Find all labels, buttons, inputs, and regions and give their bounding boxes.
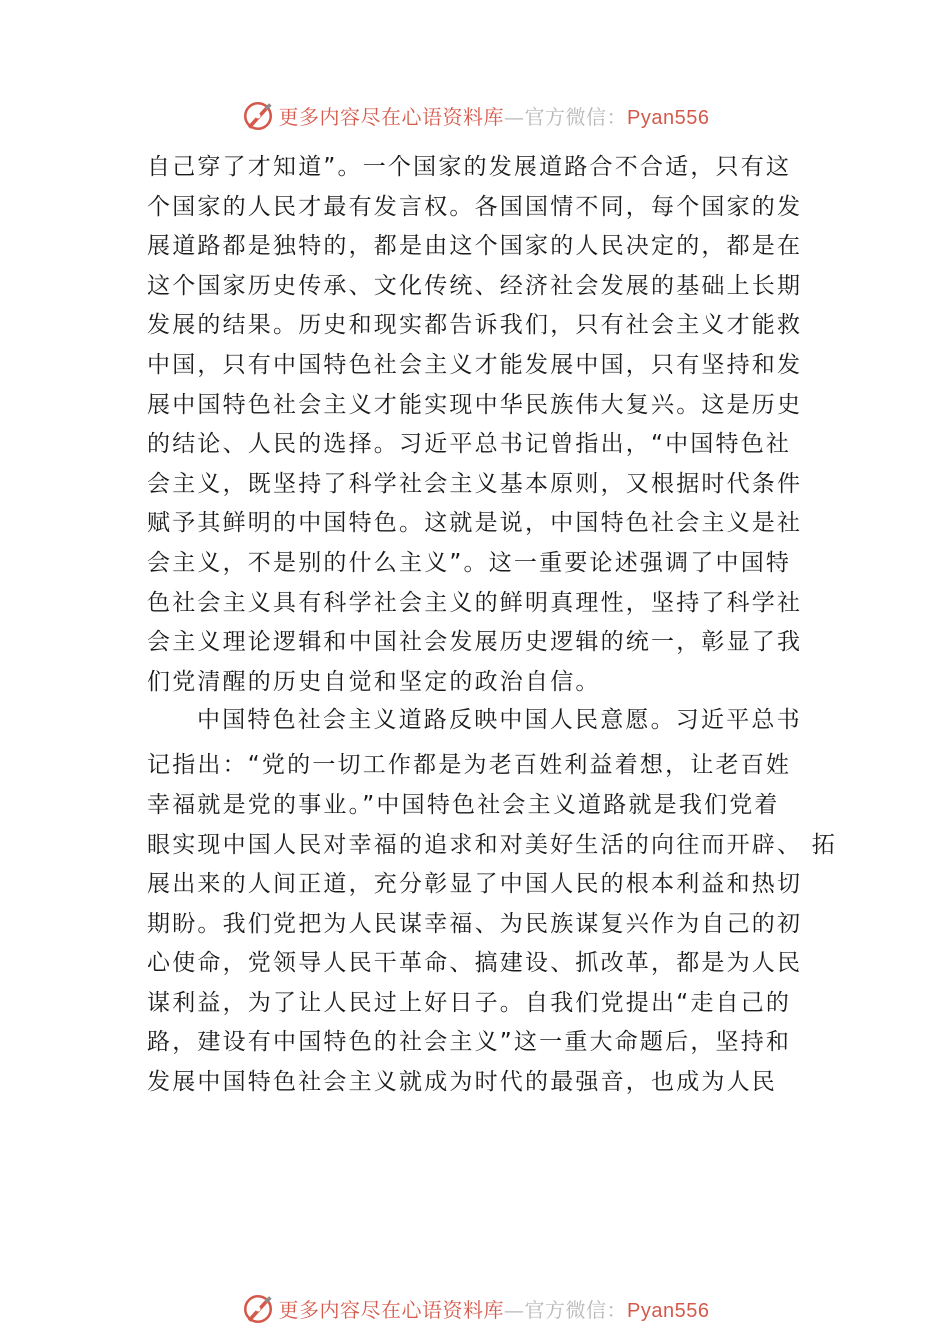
text-line: 会主义理论逻辑和中国社会发展历史逻辑的统一，彰显了我 [147,629,803,656]
pen-logo-icon [241,99,275,133]
text-line: 展中国特色社会主义才能实现中华民族伟大复兴。这是历史 [147,391,803,418]
text-line: 色社会主义具有科学社会主义的鲜明真理性，坚持了科学社 [147,589,803,616]
text-line: 会主义，既坚持了科学社会主义基本原则，又根据时代条件 [147,470,803,497]
text-line: 这个国家历史传承、文化传统、经济社会发展的基础上长期 [147,272,803,299]
text-line: 们党清醒的历史自觉和坚定的政治自信。 [147,668,601,695]
text-line: 记指出：“党的一切工作都是为老百姓利益着想，让老百姓 [147,752,792,779]
pen-logo-icon [241,1292,275,1326]
text-line: 自己穿了才知道”。一个国家的发展道路合不合适，只有这 [147,154,792,180]
text-line: 路，建设有中国特色的社会主义”这一重大命题后，坚持和 [147,1029,792,1056]
text-line: 发展中国特色社会主义就成为时代的最强音，也成为人民 [147,1069,777,1096]
text-line: 赋予其鲜明的中国特色。这就是说，中国特色社会主义是社 [147,510,803,537]
paragraph-first-line: 中国特色社会主义道路反映中国人民意愿。习近平总书 [197,707,802,734]
document-body [147,148,837,1103]
banner-wechat-handle: Pyan556 [627,1299,710,1322]
text-line: 发展的结果。历史和现实都告诉我们，只有社会主义才能救 [147,312,803,339]
banner-dash: — [504,104,525,129]
page-footer [0,1288,950,1328]
text-line: 个国家的人民才最有发言权。各国国情不同，每个国家的发 [147,193,803,220]
header-banner [279,101,710,130]
text-line: 谋利益，为了让人民过上好日子。自我们党提出“走自己的 [147,989,792,1016]
banner-wechat-label: 官方微信： [524,104,628,129]
page-header [0,95,950,135]
text-line: 期盼。我们党把为人民谋幸福、为民族谋复兴作为自己的初 [147,910,803,937]
banner-wechat-label: 官方微信： [524,1297,628,1322]
banner-main-text: 更多内容尽在心语资料库 [278,1297,505,1322]
text-line: 幸福就是党的事业。”中国特色社会主义道路就是我们党着 [147,791,780,818]
text-line: 眼实现中国人民对幸福的追求和对美好生活的向往而开辟、 拓 [147,831,837,858]
banner-dash: — [504,1297,525,1322]
text-line: 的结论、人民的选择。习近平总书记曾指出，“中国特色社 [147,431,792,458]
text-line: 展道路都是独特的，都是由这个国家的人民决定的，都是在 [147,233,803,260]
banner-main-text: 更多内容尽在心语资料库 [278,104,505,129]
text-line: 中国，只有中国特色社会主义才能发展中国，只有坚持和发 [147,351,803,378]
text-line: 展出来的人间正道，充分彰显了中国人民的根本利益和热切 [147,871,803,898]
banner-wechat-handle: Pyan556 [627,106,710,129]
footer-banner [279,1294,710,1323]
text-line: 会主义，不是别的什么主义”。这一重要论述强调了中国特 [147,549,792,576]
text-line: 心使命，党领导人民干革命、搞建设、抓改革，都是为人民 [147,950,803,977]
